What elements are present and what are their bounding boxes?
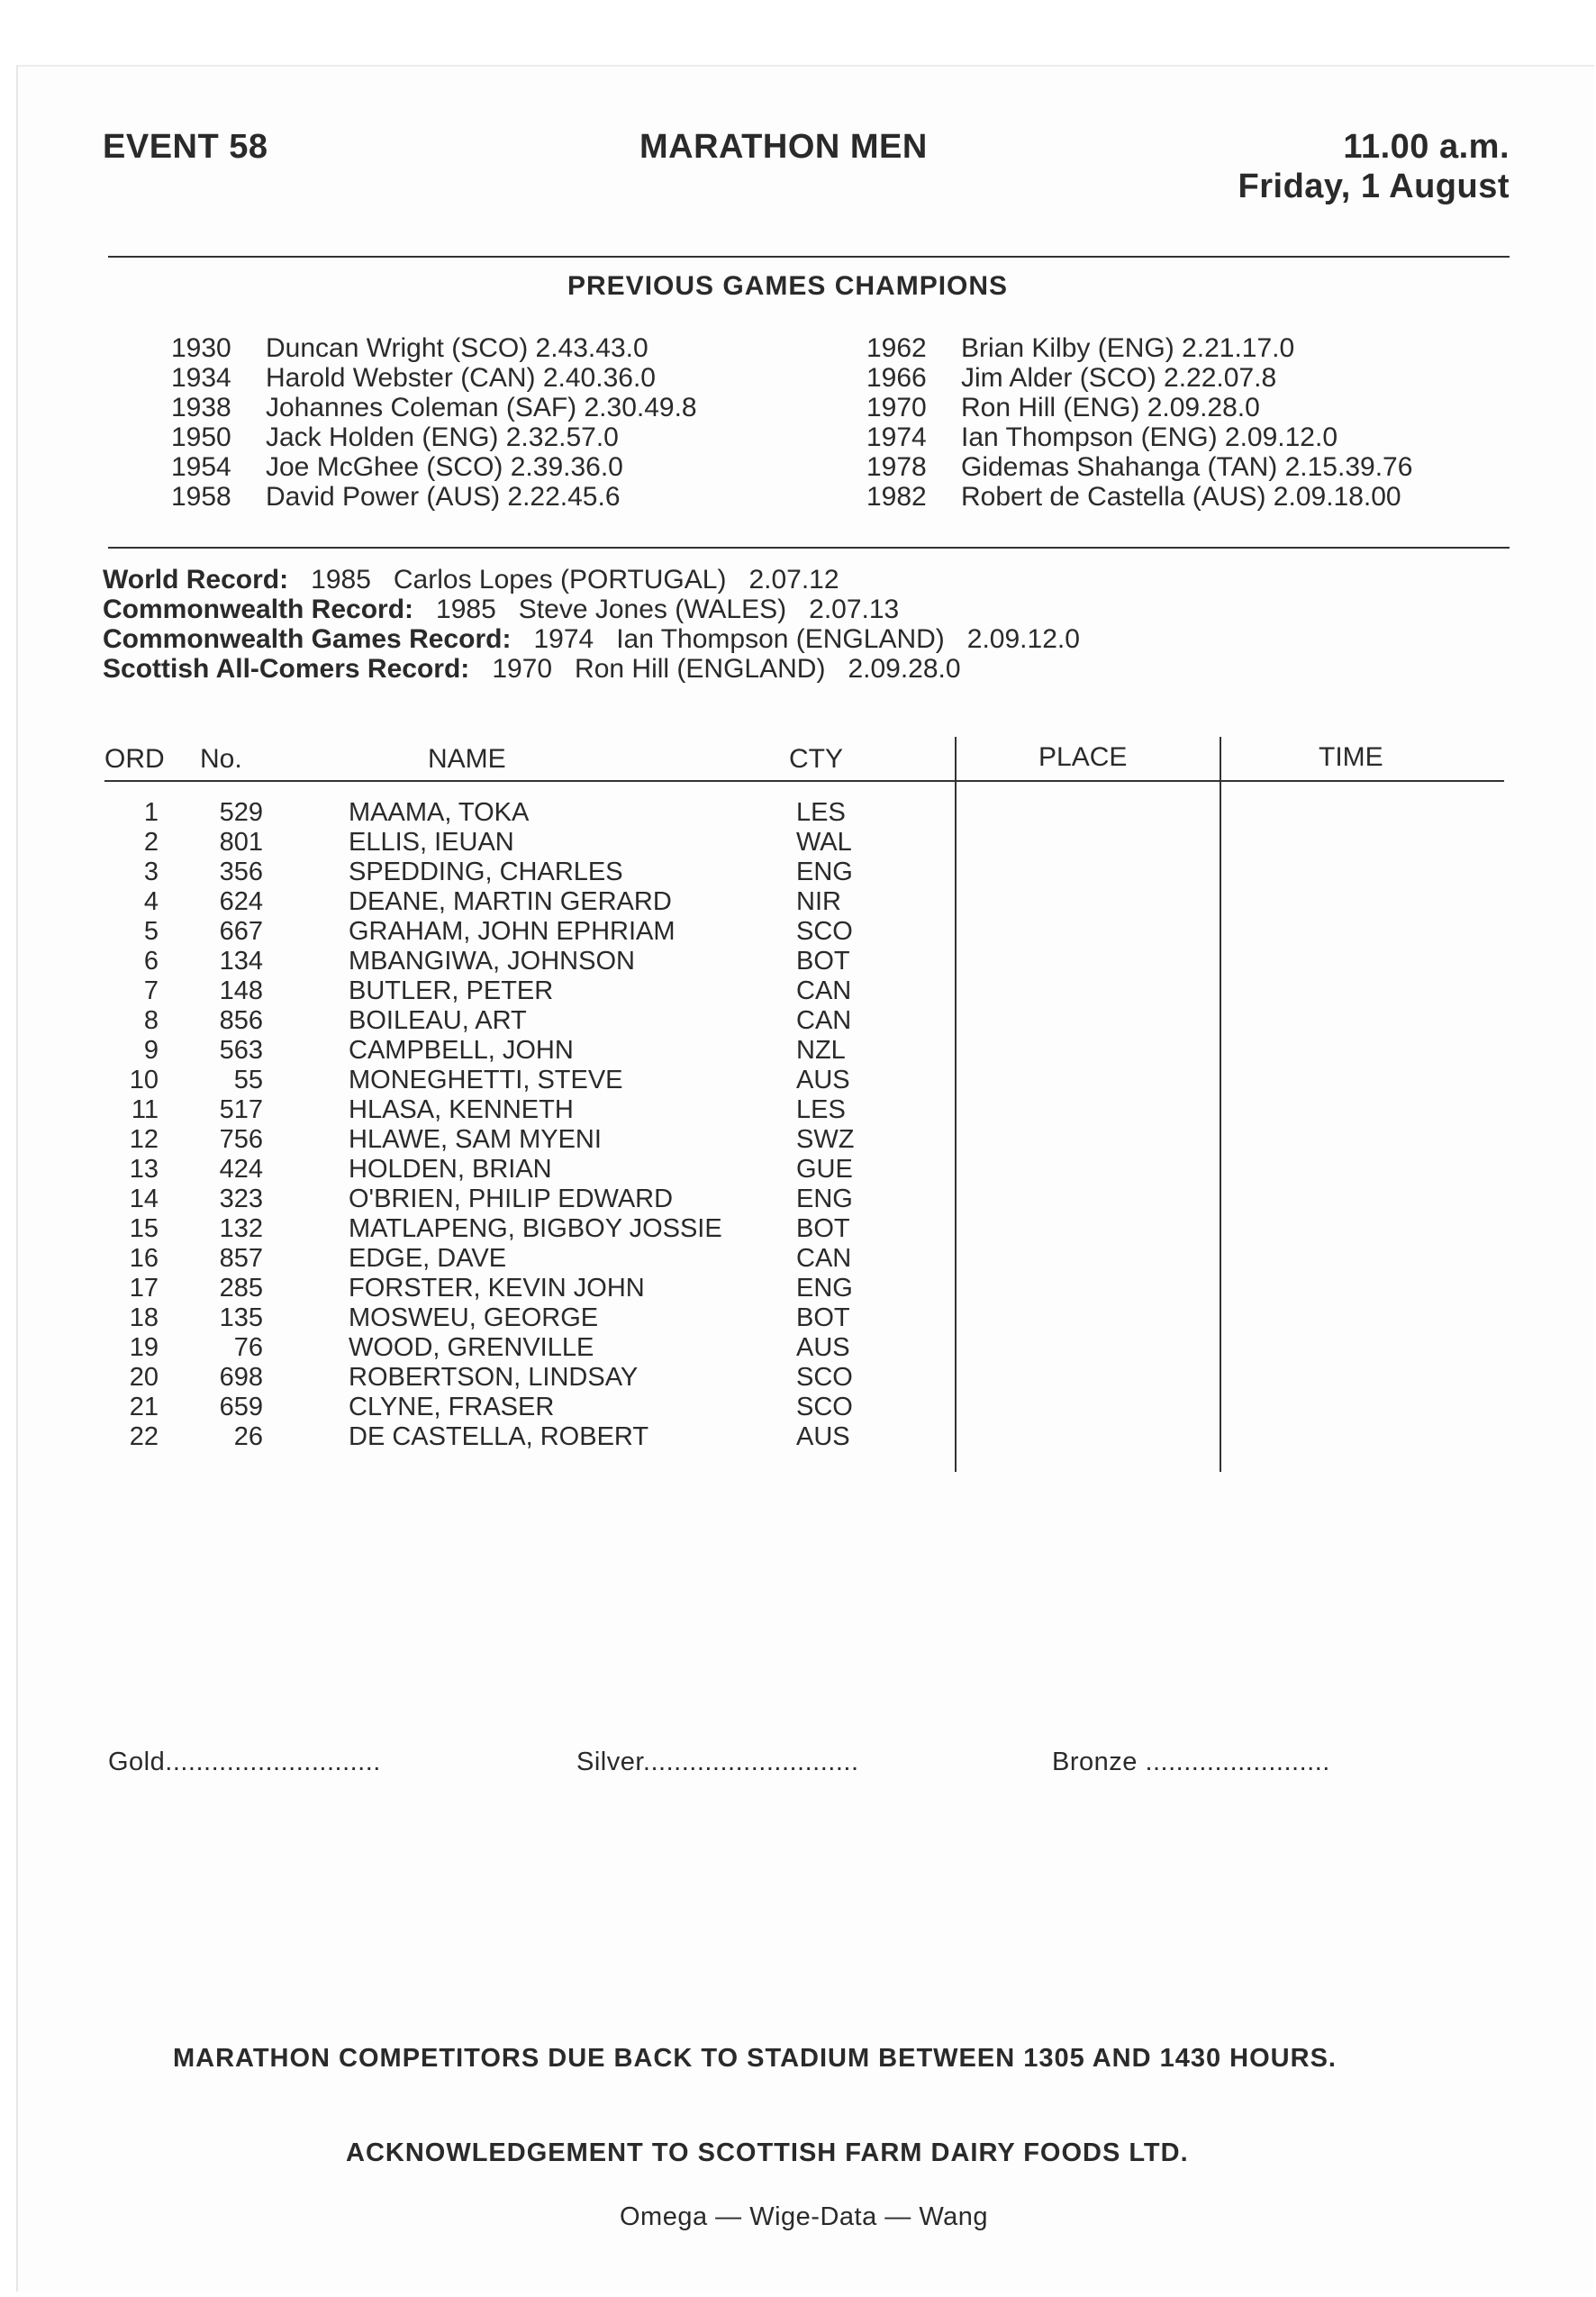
record-entry — [103, 624, 1080, 654]
champion-entry — [866, 363, 1412, 393]
record-value: 1985 Carlos Lopes (PORTUGAL) 2.07.12 — [311, 565, 839, 595]
row-country: NIR — [796, 887, 841, 916]
row-ord: 1 — [143, 798, 159, 827]
champion-entry — [866, 452, 1412, 482]
row-name: HOLDEN, BRIAN — [349, 1155, 552, 1184]
event-date: Friday, 1 August — [1238, 168, 1510, 205]
col-header-no: No. — [200, 744, 242, 774]
row-ord: 16 — [129, 1244, 159, 1273]
champion-entry — [866, 393, 1412, 422]
row-name: EDGE, DAVE — [349, 1244, 507, 1273]
row-name: GRAHAM, JOHN EPHRIAM — [349, 917, 676, 946]
table-row — [18, 1363, 1549, 1393]
row-country: AUS — [796, 1066, 850, 1094]
programme-page — [16, 65, 1594, 2292]
row-ord: 19 — [129, 1333, 159, 1362]
table-row — [18, 828, 1549, 858]
row-bib-number: 563 — [219, 1036, 263, 1065]
row-name: CLYNE, FRASER — [349, 1393, 555, 1421]
row-bib-number: 148 — [219, 976, 263, 1005]
row-bib-number: 55 — [233, 1066, 263, 1094]
row-ord: 6 — [143, 947, 159, 976]
champion-year: 1934 — [171, 363, 231, 393]
row-country: AUS — [796, 1333, 850, 1362]
row-bib-number: 135 — [219, 1303, 263, 1332]
champion-year: 1966 — [866, 363, 927, 393]
row-bib-number: 132 — [219, 1214, 263, 1243]
row-name: O'BRIEN, PHILIP EDWARD — [349, 1185, 674, 1213]
row-name: FORSTER, KEVIN JOHN — [349, 1274, 645, 1303]
row-name: DE CASTELLA, ROBERT — [349, 1422, 649, 1451]
champion-year: 1974 — [866, 422, 927, 452]
table-row — [18, 887, 1549, 917]
row-ord: 8 — [143, 1006, 159, 1035]
row-bib-number: 659 — [219, 1393, 263, 1421]
table-row — [18, 1422, 1549, 1452]
champion-name-time: Ian Thompson (ENG) 2.09.12.0 — [961, 422, 1338, 452]
champion-year: 1954 — [171, 452, 231, 482]
row-bib-number: 857 — [219, 1244, 263, 1273]
acknowledgement: ACKNOWLEDGEMENT TO SCOTTISH FARM DAIRY FOODS LTD. — [346, 2138, 1189, 2167]
row-name: SPEDDING, CHARLES — [349, 858, 623, 886]
row-ord: 2 — [143, 828, 159, 857]
col-header-cty: CTY — [789, 744, 843, 774]
event-number: EVENT 58 — [103, 128, 268, 166]
row-ord: 21 — [129, 1393, 159, 1421]
champion-year: 1950 — [171, 422, 231, 452]
row-bib-number: 76 — [233, 1333, 263, 1362]
row-bib-number: 134 — [219, 947, 263, 976]
row-country: CAN — [796, 1006, 852, 1035]
col-header-name: NAME — [428, 744, 506, 774]
row-name: MAAMA, TOKA — [349, 798, 530, 827]
row-ord: 4 — [143, 887, 159, 916]
divider-mid — [108, 547, 1510, 549]
champion-name-time: Harold Webster (CAN) 2.40.36.0 — [266, 363, 656, 393]
col-header-place: PLACE — [1038, 742, 1128, 772]
row-country: AUS — [796, 1422, 850, 1451]
row-country: SCO — [796, 1393, 853, 1421]
champion-name-time: Gidemas Shahanga (TAN) 2.15.39.76 — [961, 452, 1413, 482]
row-name: BOILEAU, ART — [349, 1006, 527, 1035]
row-ord: 13 — [129, 1155, 159, 1184]
table-row — [18, 1393, 1549, 1422]
row-ord: 12 — [129, 1125, 159, 1154]
record-label: Scottish All-Comers Record: — [103, 654, 470, 684]
row-country: ENG — [796, 858, 853, 886]
table-row — [18, 1333, 1549, 1363]
record-label: Commonwealth Record: — [103, 595, 414, 624]
row-ord: 9 — [143, 1036, 159, 1065]
row-name: HLAWE, SAM MYENI — [349, 1125, 602, 1154]
event-title: MARATHON MEN — [639, 128, 928, 166]
row-bib-number: 323 — [219, 1185, 263, 1213]
row-country: BOT — [796, 947, 850, 976]
champion-name-time: Duncan Wright (SCO) 2.43.43.0 — [266, 333, 648, 363]
row-ord: 7 — [143, 976, 159, 1005]
divider-top — [108, 256, 1510, 258]
champion-entry — [171, 482, 697, 512]
row-ord: 11 — [131, 1095, 159, 1124]
table-row — [18, 917, 1549, 947]
records-block — [103, 565, 1080, 684]
row-ord: 5 — [143, 917, 159, 946]
row-name: ROBERTSON, LINDSAY — [349, 1363, 639, 1392]
champions-list-right — [866, 333, 1412, 512]
row-bib-number: 801 — [219, 828, 263, 857]
row-country: SCO — [796, 917, 853, 946]
champion-entry — [171, 422, 697, 452]
champion-entry — [171, 363, 697, 393]
row-country: LES — [796, 798, 846, 827]
champion-year: 1970 — [866, 393, 927, 422]
champion-name-time: Jack Holden (ENG) 2.32.57.0 — [266, 422, 619, 452]
row-country: BOT — [796, 1303, 850, 1332]
champion-year: 1982 — [866, 482, 927, 512]
table-row — [18, 1155, 1549, 1185]
record-entry — [103, 595, 1080, 624]
row-bib-number: 624 — [219, 887, 263, 916]
table-row — [18, 1125, 1549, 1155]
row-ord: 3 — [143, 858, 159, 886]
row-bib-number: 26 — [233, 1422, 263, 1451]
champion-name-time: Ron Hill (ENG) 2.09.28.0 — [961, 393, 1260, 422]
champion-entry — [171, 333, 697, 363]
row-name: MATLAPENG, BIGBOY JOSSIE — [349, 1214, 722, 1243]
row-ord: 14 — [129, 1185, 159, 1213]
row-name: ELLIS, IEUAN — [349, 828, 514, 857]
row-name: MBANGIWA, JOHNSON — [349, 947, 635, 976]
champion-year: 1938 — [171, 393, 231, 422]
champion-entry — [866, 422, 1412, 452]
row-ord: 10 — [129, 1066, 159, 1094]
row-name: DEANE, MARTIN GERARD — [349, 887, 672, 916]
row-name: CAMPBELL, JOHN — [349, 1036, 574, 1065]
row-name: BUTLER, PETER — [349, 976, 554, 1005]
sponsor-line: Omega — Wige-Data — Wang — [620, 2202, 988, 2231]
row-ord: 17 — [129, 1274, 159, 1303]
champion-year: 1958 — [171, 482, 231, 512]
row-name: MOSWEU, GEORGE — [349, 1303, 599, 1332]
table-header-rule — [104, 780, 1504, 782]
row-bib-number: 529 — [219, 798, 263, 827]
row-ord: 15 — [129, 1214, 159, 1243]
row-country: BOT — [796, 1214, 850, 1243]
row-ord: 18 — [129, 1303, 159, 1332]
table-row — [18, 1006, 1549, 1036]
champion-year: 1962 — [866, 333, 927, 363]
record-value: 1970 Ron Hill (ENGLAND) 2.09.28.0 — [492, 654, 961, 684]
champion-name-time: Joe McGhee (SCO) 2.39.36.0 — [266, 452, 623, 482]
row-country: SWZ — [796, 1125, 855, 1154]
event-time: 11.00 a.m. — [1343, 128, 1510, 166]
table-row — [18, 947, 1549, 976]
row-bib-number: 698 — [219, 1363, 263, 1392]
table-row — [18, 1244, 1549, 1274]
row-bib-number: 756 — [219, 1125, 263, 1154]
start-list — [18, 798, 1549, 1452]
record-entry — [103, 654, 1080, 684]
champion-entry — [171, 452, 697, 482]
champion-entry — [171, 393, 697, 422]
row-bib-number: 517 — [219, 1095, 263, 1124]
champion-entry — [866, 482, 1412, 512]
champion-entry — [866, 333, 1412, 363]
table-row — [18, 1214, 1549, 1244]
champions-heading: PREVIOUS GAMES CHAMPIONS — [567, 271, 1009, 301]
record-label: Commonwealth Games Record: — [103, 624, 512, 654]
table-row — [18, 1185, 1549, 1214]
record-label: World Record: — [103, 565, 289, 595]
table-row — [18, 1303, 1549, 1333]
row-country: LES — [796, 1095, 846, 1124]
silver-line: Silver............................ — [576, 1748, 859, 1776]
row-country: CAN — [796, 1244, 852, 1273]
row-bib-number: 356 — [219, 858, 263, 886]
col-header-ord: ORD — [104, 744, 165, 774]
row-country: SCO — [796, 1363, 853, 1392]
table-row — [18, 798, 1549, 828]
champion-name-time: David Power (AUS) 2.22.45.6 — [266, 482, 621, 512]
record-value: 1985 Steve Jones (WALES) 2.07.13 — [436, 595, 900, 624]
champion-name-time: Brian Kilby (ENG) 2.21.17.0 — [961, 333, 1295, 363]
gold-line: Gold............................ — [108, 1748, 381, 1776]
row-bib-number: 285 — [219, 1274, 263, 1303]
row-country: ENG — [796, 1185, 853, 1213]
row-name: HLASA, KENNETH — [349, 1095, 574, 1124]
table-row — [18, 1066, 1549, 1095]
table-row — [18, 976, 1549, 1006]
row-bib-number: 856 — [219, 1006, 263, 1035]
bronze-line: Bronze ........................ — [1052, 1748, 1330, 1776]
row-country: NZL — [796, 1036, 846, 1065]
record-entry — [103, 565, 1080, 595]
champion-name-time: Jim Alder (SCO) 2.22.07.8 — [961, 363, 1277, 393]
record-value: 1974 Ian Thompson (ENGLAND) 2.09.12.0 — [533, 624, 1080, 654]
row-country: WAL — [796, 828, 852, 857]
col-header-time: TIME — [1319, 742, 1383, 772]
return-notice: MARATHON COMPETITORS DUE BACK TO STADIUM BETWEEN 1305 AND 1430 HOURS. — [173, 2044, 1337, 2073]
table-row — [18, 1274, 1549, 1303]
row-name: MONEGHETTI, STEVE — [349, 1066, 623, 1094]
table-row — [18, 1036, 1549, 1066]
row-bib-number: 424 — [219, 1155, 263, 1184]
row-bib-number: 667 — [219, 917, 263, 946]
row-country: CAN — [796, 976, 852, 1005]
row-country: GUE — [796, 1155, 853, 1184]
row-ord: 20 — [129, 1363, 159, 1392]
champions-list-left — [171, 333, 697, 512]
champion-name-time: Johannes Coleman (SAF) 2.30.49.8 — [266, 393, 697, 422]
champion-year: 1930 — [171, 333, 231, 363]
table-row — [18, 858, 1549, 887]
row-country: ENG — [796, 1274, 853, 1303]
champion-year: 1978 — [866, 452, 927, 482]
row-ord: 22 — [129, 1422, 159, 1451]
table-row — [18, 1095, 1549, 1125]
row-name: WOOD, GRENVILLE — [349, 1333, 594, 1362]
champion-name-time: Robert de Castella (AUS) 2.09.18.00 — [961, 482, 1401, 512]
